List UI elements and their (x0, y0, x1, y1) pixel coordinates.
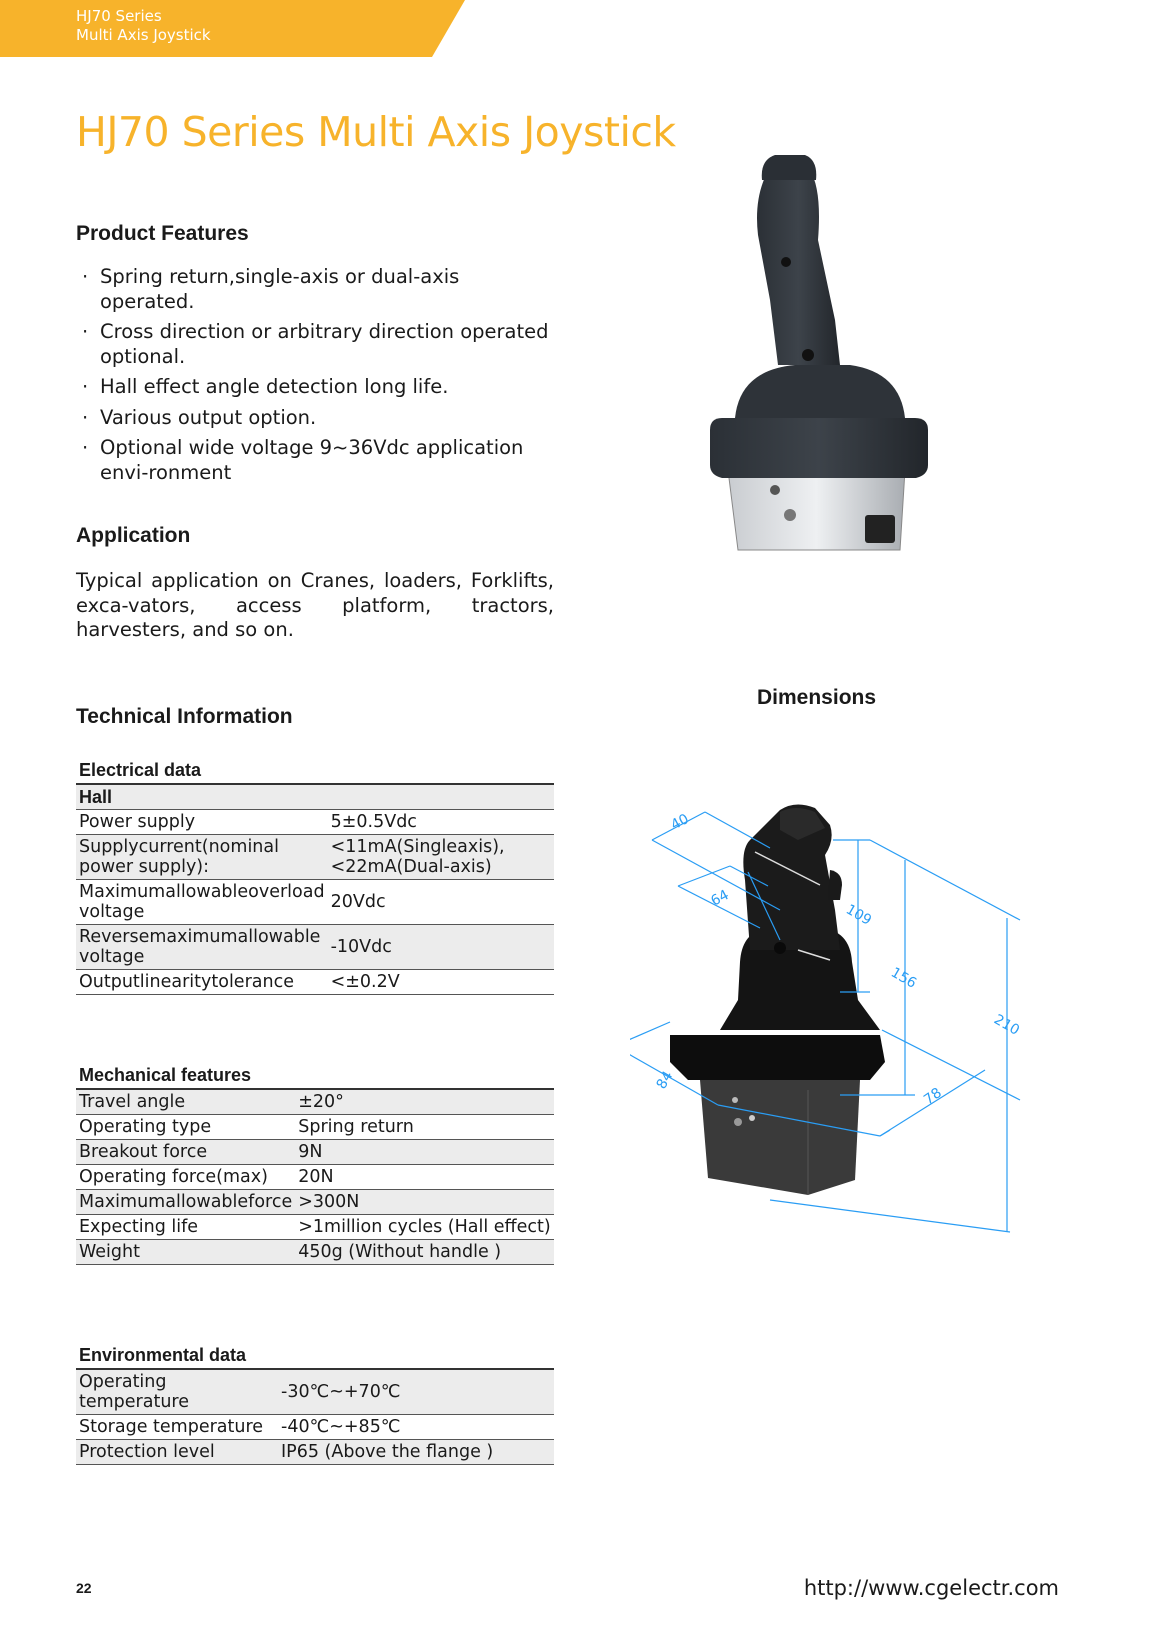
page-title: HJ70 Series Multi Axis Joystick (76, 108, 676, 156)
dim-label-156: 156 (888, 964, 920, 992)
header-tab-text (76, 7, 211, 45)
website-url[interactable]: http://www.cgelectr.com (803, 1576, 1059, 1600)
table-row: Operating force(max) 20N (76, 1165, 554, 1190)
dim-label-109: 109 (843, 901, 875, 929)
table-row: Power supply 5±0.5Vdc (76, 810, 554, 835)
dim-label-210: 210 (991, 1011, 1023, 1039)
dimension-drawing (630, 800, 1090, 1320)
table-row: Breakout force 9N (76, 1140, 554, 1165)
mechanical-table (76, 1065, 554, 1265)
header-tab (0, 0, 470, 57)
table-row: Reversemaximumallowable voltage -10Vdc (76, 925, 554, 970)
electrical-title: Electrical data (76, 760, 554, 785)
dim-label-78: 78 (921, 1084, 945, 1109)
feature-item: · Optional wide voltage 9~36Vdc application envi-ronment (82, 436, 524, 484)
table-row: Weight 450g (Without handle ) (76, 1240, 554, 1265)
page-number: 22 (76, 1580, 92, 1596)
application-heading: Application (76, 524, 191, 547)
table-row: Travel angle ±20° (76, 1090, 554, 1115)
table-row: Supplycurrent(nominal power supply): <11mA(Singleaxis),<22mA(Dual-axis) (76, 835, 554, 880)
feature-item: · Cross direction or arbitrary direction operated optional. (82, 320, 549, 368)
dim-label-40: 40 (668, 811, 692, 834)
table-row: Maximumallowableforce >300N (76, 1190, 554, 1215)
dim-label-84: 84 (653, 1068, 677, 1092)
table-row: Storage temperature -40℃~+85℃ (76, 1415, 554, 1440)
environmental-title: Environmental data (76, 1345, 554, 1370)
technical-heading: Technical Information (76, 705, 293, 728)
table-row: Operating temperature -30℃~+70℃ (76, 1370, 554, 1415)
electrical-table (76, 760, 554, 995)
feature-item: · Spring return,single-axis or dual-axis operated. (82, 265, 460, 313)
table-row: Outputlinearitytolerance <±0.2V (76, 970, 554, 995)
features-list (80, 265, 560, 491)
dimensions-heading: Dimensions (757, 686, 877, 709)
environmental-table (76, 1345, 554, 1465)
mechanical-title: Mechanical features (76, 1065, 554, 1090)
table-row: Operating type Spring return (76, 1115, 554, 1140)
table-row: Expecting life >1million cycles (Hall effect) (76, 1215, 554, 1240)
header-tab-shape (0, 0, 470, 57)
electrical-subheading: Hall (76, 785, 554, 810)
header-line-1: HJ70 Series (76, 7, 162, 25)
header-line-2: Multi Axis Joystick (76, 26, 211, 44)
dim-label-64: 64 (708, 887, 732, 910)
table-row: Maximumallowableoverload voltage 20Vdc (76, 880, 554, 925)
feature-item: · Various output option. (82, 405, 317, 429)
features-heading: Product Features (76, 222, 249, 245)
feature-item: · Hall effect angle detection long life. (82, 375, 449, 398)
application-text: Typical application on Cranes, loaders, Forklifts, exca-vators, access platform, tractors, harvesters, and so on. (76, 569, 554, 641)
joystick-photo (700, 150, 940, 580)
table-row: Protection level IP65 (Above the flange ) (76, 1440, 554, 1465)
